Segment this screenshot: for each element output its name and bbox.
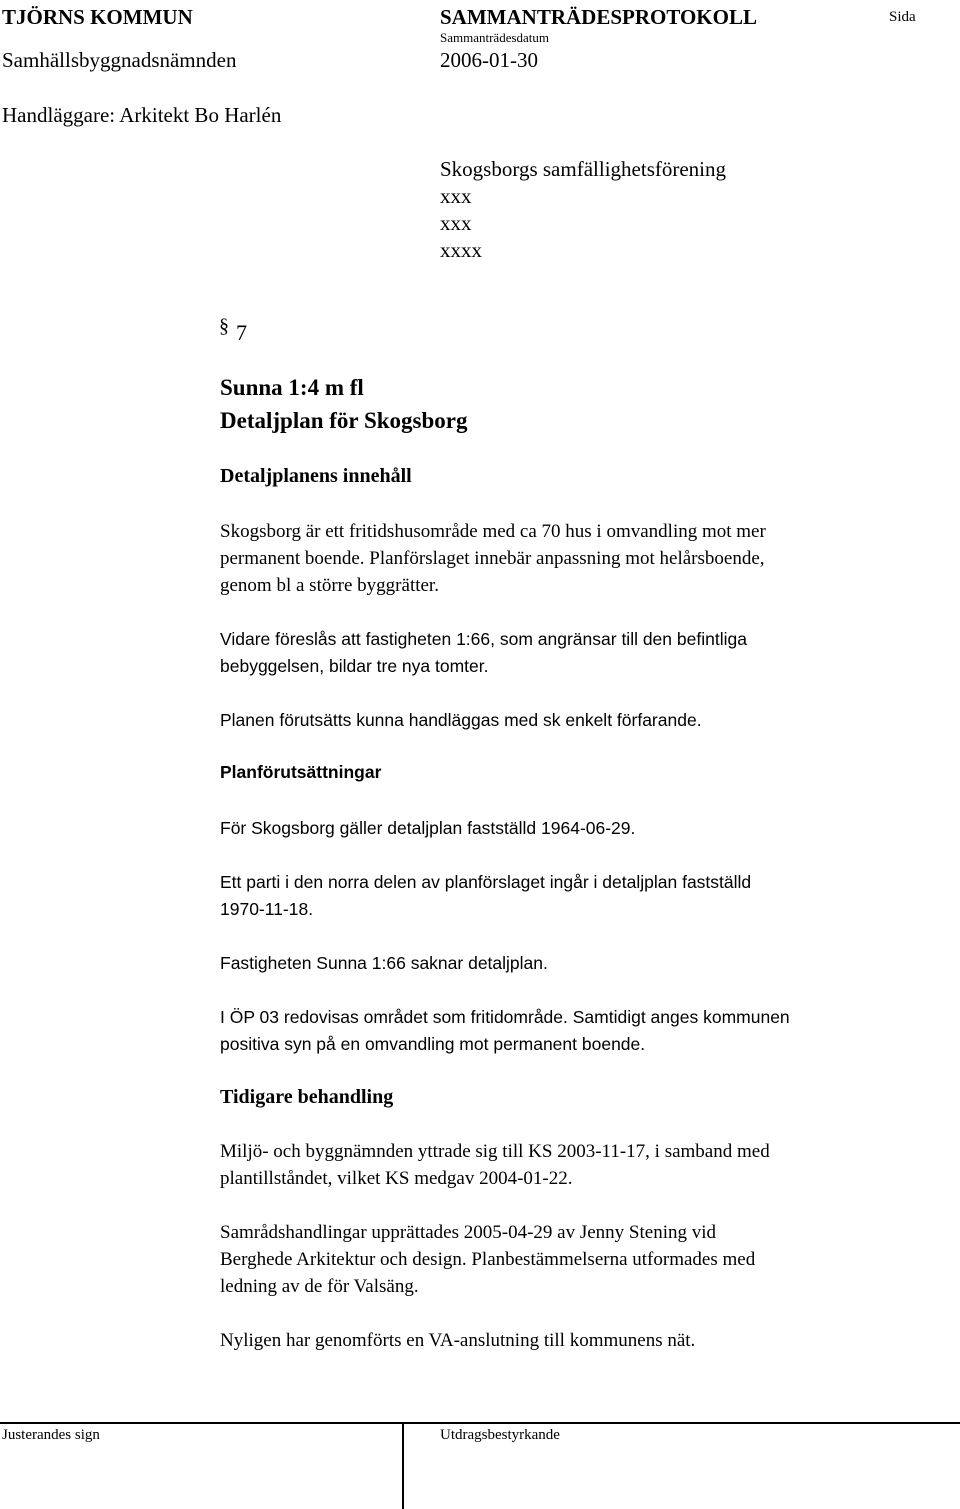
paragraph-line: Vidare föreslås att fastigheten 1:66, som angränsar till den befintliga [220, 629, 747, 649]
paragraph-line: Nyligen har genomförts en VA-anslutning till kommunens nät. [220, 1330, 696, 1351]
date-label: Sammanträdesdatum [440, 30, 550, 45]
paragraph-line: Samrådshandlingar upprättades 2005-04-29 av Jenny Stening vid [220, 1222, 717, 1243]
footer-vertical-divider [402, 1423, 404, 1509]
paragraph-line: ledning av de för Valsäng. [220, 1276, 419, 1297]
paragraph [220, 1004, 790, 1058]
case-title: Sunna 1:4 m fl [220, 375, 364, 400]
paragraph-line: genom bl a större byggrätter. [220, 575, 439, 596]
paragraph-line: 1970-11-18. [220, 899, 314, 919]
meeting-date: 2006-01-30 [440, 48, 538, 72]
paragraph-line: bebyggelsen, bildar tre nya tomter. [220, 656, 489, 676]
protocol-title: SAMMANTRÄDESPROTOKOLL [440, 5, 757, 29]
footer-sign-label: Justerandes sign [2, 1427, 100, 1443]
paragraph-line: Fastigheten Sunna 1:66 saknar detaljplan. [220, 953, 548, 973]
handler: Handläggare: Arkitekt Bo Harlén [2, 103, 282, 127]
paragraph-line: Berghede Arkitektur och design. Planbestämmelserna utformades med [220, 1249, 756, 1270]
paragraph-line: permanent boende. Planförslaget innebär anpassning mot helårsboende, [220, 548, 765, 569]
paragraph-line: Skogsborg är ett fritidshusområde med ca 70 hus i omvandling mot mer [220, 521, 766, 542]
recipient-line: xxx [440, 211, 472, 235]
paragraph [220, 626, 747, 680]
paragraph [220, 1327, 695, 1354]
footer-verification-label: Utdragsbestyrkande [440, 1427, 560, 1443]
paragraph-line: I ÖP 03 redovisas området som fritidområde. Samtidigt anges kommunen [220, 1007, 790, 1027]
paragraph [220, 1138, 770, 1192]
case-subtitle: Detaljplan för Skogsborg [220, 408, 468, 433]
paragraph-line: plantillståndet, vilket KS medgav 2004-01-22. [220, 1168, 573, 1189]
section-number: 7 [236, 320, 247, 345]
footer-divider [0, 1422, 960, 1424]
paragraph [220, 950, 548, 977]
paragraph [220, 518, 766, 599]
paragraph [220, 1219, 755, 1300]
municipality-name: TJÖRNS KOMMUN [2, 5, 193, 29]
recipient-line: xxxx [440, 238, 482, 262]
section-heading: Detaljplanens innehåll [220, 465, 412, 487]
paragraph [220, 815, 635, 842]
section-symbol: § [219, 315, 229, 337]
committee-name: Samhällsbyggnadsnämnden [2, 48, 237, 72]
paragraph-line: För Skogsborg gäller detaljplan fastställd 1964-06-29. [220, 818, 636, 838]
recipient-name: Skogsborgs samfällighetsförening [440, 157, 727, 181]
section-heading: Planförutsättningar [220, 762, 382, 782]
paragraph-line: Ett parti i den norra delen av planförslaget ingår i detaljplan fastställd [220, 872, 752, 892]
page-label: Sida [889, 9, 916, 25]
recipient-line: xxx [440, 184, 472, 208]
paragraph-line: Planen förutsätts kunna handläggas med sk enkelt förfarande. [220, 710, 702, 730]
paragraph-line: Miljö- och byggnämnden yttrade sig till KS 2003-11-17, i samband med [220, 1141, 770, 1162]
paragraph-line: positiva syn på en omvandling mot permanent boende. [220, 1034, 646, 1054]
section-heading: Tidigare behandling [220, 1086, 394, 1108]
paragraph [220, 869, 751, 923]
paragraph [220, 707, 702, 734]
